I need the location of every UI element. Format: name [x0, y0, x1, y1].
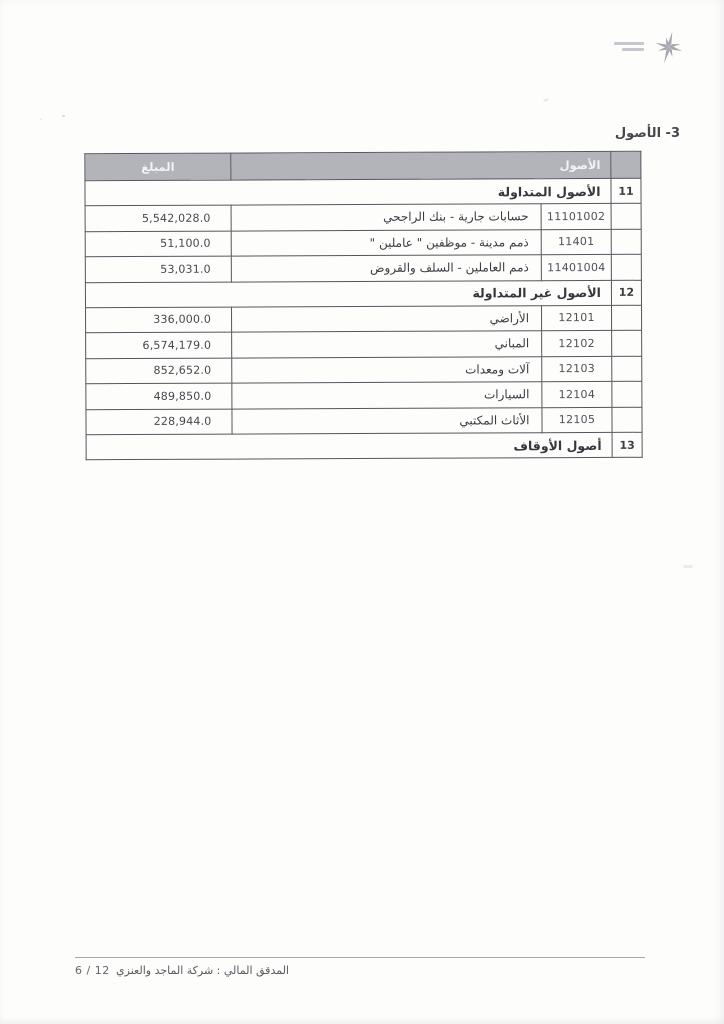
asset-row [86, 305, 642, 333]
row-flag-cell [612, 356, 642, 382]
account-amount: 53,031.0 [85, 256, 231, 282]
account-description: الأثاث المكتبي [232, 407, 542, 434]
account-description: المباني [232, 331, 542, 358]
page-footer [75, 964, 289, 977]
scan-speck [683, 565, 693, 568]
scan-speck [40, 118, 42, 120]
section-row [85, 178, 641, 205]
assets-column-header: الأصول [231, 151, 611, 180]
account-description: ذمم مدينة - موظفين " عاملين " [231, 229, 541, 256]
account-description: حسابات جارية - بنك الراجحي [231, 204, 541, 231]
account-amount: 852,652.0 [86, 358, 232, 384]
section-number: 11 [611, 178, 641, 203]
row-flag-cell [612, 381, 642, 407]
account-code: 12101 [542, 305, 612, 331]
table-header-row [85, 151, 641, 180]
scan-speck [62, 115, 65, 117]
row-flag-cell [612, 407, 642, 433]
row-flag-cell [611, 305, 641, 331]
account-amount: 228,944.0 [86, 409, 232, 435]
page-title: 3- الأصول [614, 126, 680, 141]
account-amount: 5,542,028.0 [85, 205, 231, 231]
account-code: 12102 [542, 330, 612, 356]
account-amount: 489,850.0 [86, 383, 232, 409]
account-description: السيارات [232, 382, 542, 409]
row-flag-cell [611, 254, 641, 280]
section-title: الأصول المتداولة [85, 178, 611, 205]
asset-row [86, 381, 642, 409]
account-amount: 6,574,179.0 [86, 332, 232, 358]
organization-logo [616, 26, 696, 70]
account-code: 11401 [541, 229, 611, 255]
section-number: 12 [611, 280, 641, 305]
asset-row [86, 407, 642, 435]
assets-table [84, 151, 642, 460]
logo-text-line [622, 48, 644, 51]
scan-speck [543, 98, 549, 102]
section-title: الأصول غير المتداولة [85, 280, 611, 307]
row-number-column-header [611, 151, 641, 178]
row-flag-cell [611, 229, 641, 255]
section-row [85, 280, 641, 307]
account-code: 12103 [542, 356, 612, 382]
asset-row [85, 229, 641, 257]
account-code: 11401004 [541, 254, 611, 280]
logo-text-line [614, 42, 644, 45]
asset-row [86, 330, 642, 358]
row-flag-cell [612, 330, 642, 356]
assets-table-container [84, 151, 642, 460]
account-code: 12105 [542, 407, 612, 433]
account-description: ذمم العاملين - السلف والقروض [231, 255, 541, 282]
logo-text-lines [614, 42, 644, 54]
starburst-logo-icon [648, 26, 690, 68]
account-code: 12104 [542, 381, 612, 407]
asset-row [85, 203, 641, 231]
page-number: 6 / 12 [75, 964, 110, 977]
account-description: الأراضي [232, 305, 542, 332]
account-description: آلات ومعدات [232, 356, 542, 383]
account-amount: 336,000.0 [86, 307, 232, 333]
footer-divider [75, 957, 645, 958]
row-flag-cell [611, 203, 641, 229]
asset-row [86, 356, 642, 384]
asset-row [85, 254, 641, 282]
account-code: 11101002 [541, 203, 611, 229]
section-row [86, 432, 642, 459]
amount-column-header: المبلغ [85, 153, 231, 181]
section-title: أصول الأوقاف [86, 432, 612, 459]
section-number: 13 [612, 432, 642, 457]
account-amount: 51,100.0 [85, 231, 231, 257]
auditor-label: المدقق المالي : شركة الماجد والعنزي [116, 964, 289, 977]
